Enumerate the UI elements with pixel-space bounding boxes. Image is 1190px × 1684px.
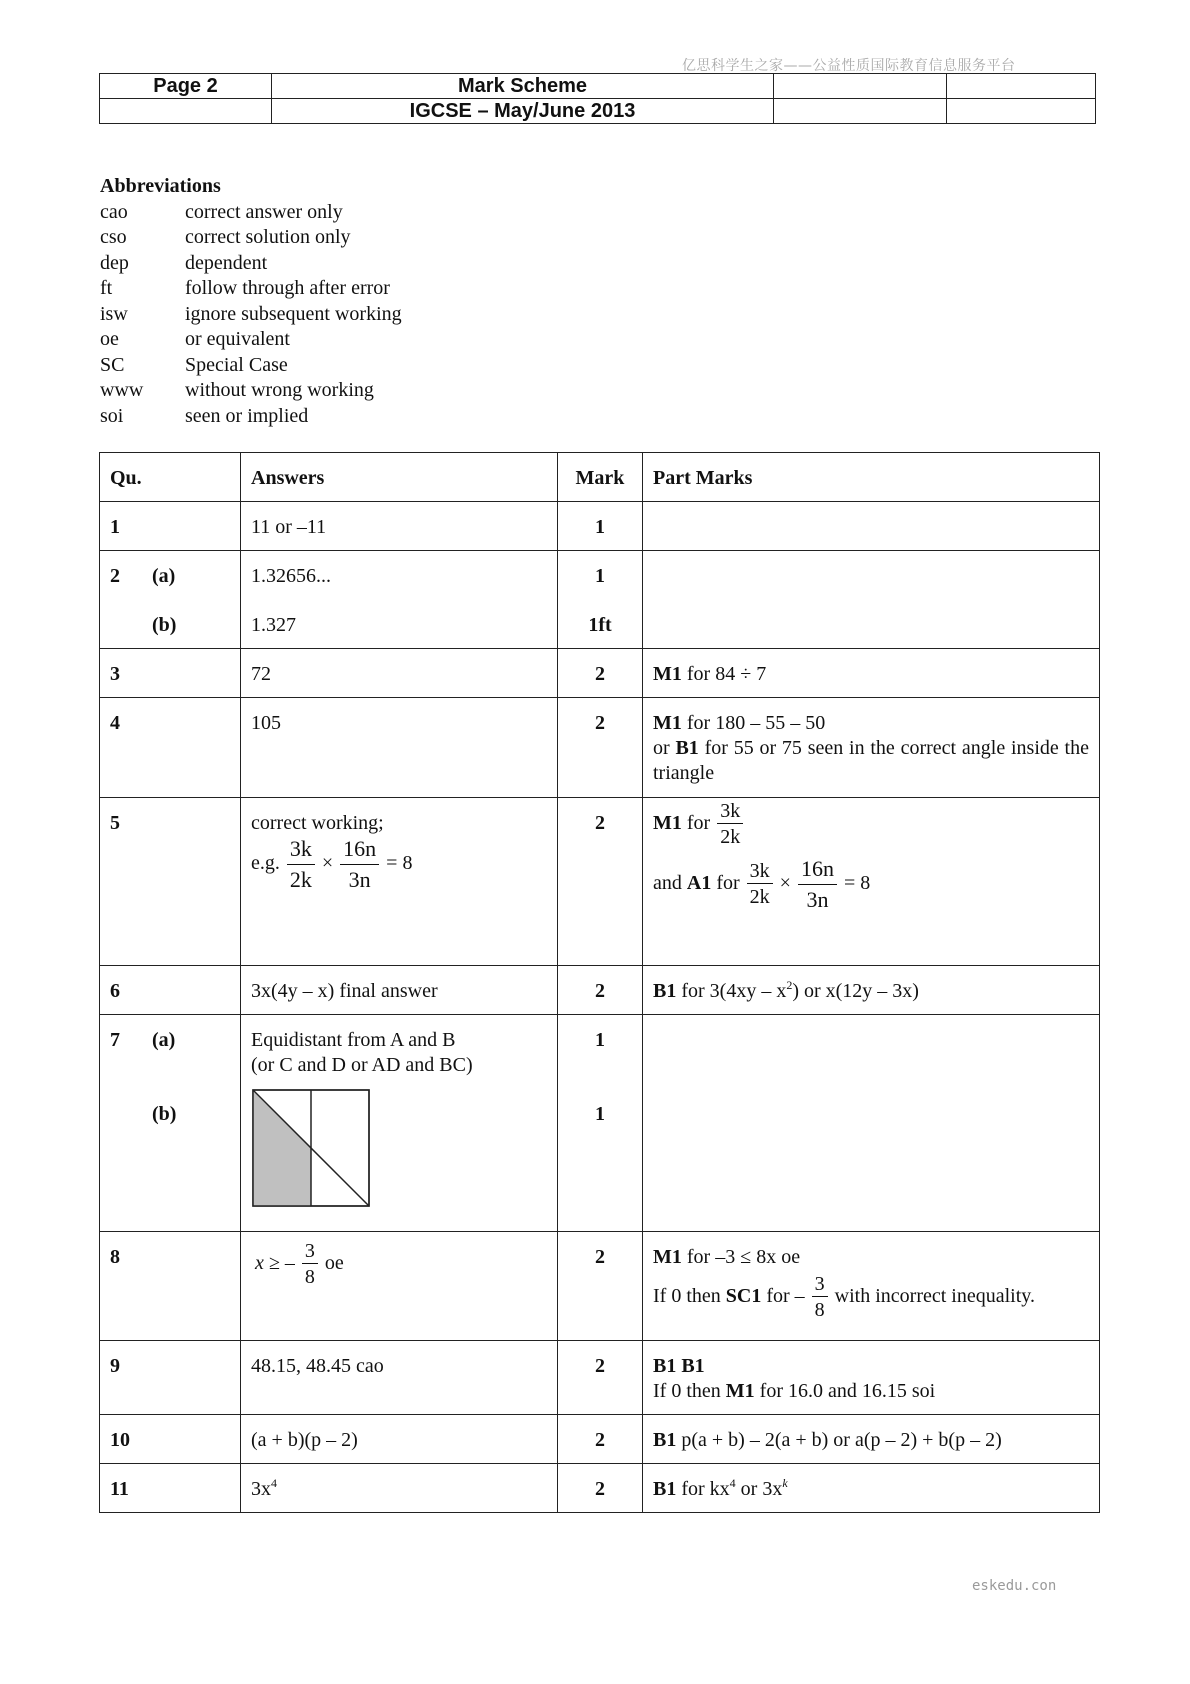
- question-number: [100, 1415, 241, 1464]
- abbr-value: correct answer only: [185, 200, 343, 223]
- question-number-label: 5: [110, 812, 120, 834]
- question-number: [100, 649, 241, 698]
- times-symbol: ×: [321, 852, 334, 875]
- mark-value: 1: [595, 1029, 605, 1051]
- equals-value: = 8: [386, 852, 413, 875]
- table-row-q7: [100, 1015, 1100, 1232]
- mark-code: B1 B1: [653, 1355, 705, 1377]
- fraction-3k-over-2k: [287, 834, 315, 895]
- part-marks-text: for 16.0 and 16.15 soi: [754, 1380, 936, 1402]
- abbreviation-row: [100, 378, 402, 404]
- mark-code: M1: [653, 663, 682, 685]
- question-number: [100, 798, 241, 966]
- mark-cell: 2: [558, 1232, 643, 1341]
- question-part-label: (a): [152, 565, 176, 587]
- part-marks-text: If 0 then: [653, 1285, 726, 1308]
- question-number: [100, 1341, 241, 1415]
- mark-cell: [558, 1015, 643, 1232]
- abbr-value: seen or implied: [185, 404, 309, 427]
- fraction-denominator: 8: [814, 1299, 825, 1321]
- fraction-numerator: 3k: [747, 859, 773, 884]
- part-marks-cell: [643, 1415, 1100, 1464]
- column-header-mark: Mark: [558, 453, 643, 502]
- mark-value: 1: [595, 1103, 605, 1125]
- superscript: 4: [729, 1476, 736, 1490]
- fraction-denominator: 3n: [348, 867, 371, 892]
- mark-scheme-table: [99, 452, 1100, 1513]
- answer-text: x ≥ –: [255, 1252, 295, 1275]
- table-row-q3: [100, 649, 1100, 698]
- column-header-answers: Answers: [241, 453, 558, 502]
- question-number-label: 6: [110, 980, 120, 1002]
- part-marks-cell: [643, 698, 1100, 798]
- part-marks-cell: [643, 502, 1100, 551]
- table-row-q4: [100, 698, 1100, 798]
- mark-cell: 2: [558, 966, 643, 1015]
- abbr-key: soi: [100, 404, 124, 427]
- watermark-bottom: eskedu.con: [972, 1578, 1057, 1594]
- question-number: [100, 551, 241, 649]
- table-header-row: [100, 453, 1100, 502]
- page-number: Page 2: [100, 74, 272, 99]
- part-marks-text: for –3 ≤ 8x oe: [681, 1246, 801, 1268]
- part-marks-text: for –: [761, 1285, 805, 1308]
- abbr-value: or equivalent: [185, 328, 290, 350]
- abbr-key: isw: [100, 302, 128, 325]
- abbr-key: SC: [100, 353, 125, 376]
- table-row-q5: [100, 798, 1100, 966]
- watermark-top: 亿思科学生之家——公益性质国际教育信息服务平台: [682, 58, 1016, 74]
- part-marks-text: for 180 – 55 – 50: [681, 712, 826, 734]
- header-blank-cell: [947, 74, 1096, 99]
- mark-cell: 2: [558, 1341, 643, 1415]
- abbr-value: dependent: [185, 251, 268, 274]
- header-blank-cell: [100, 99, 272, 124]
- question-number: [100, 698, 241, 798]
- answer-cell: 105: [241, 698, 558, 798]
- table-row-q8: [100, 1232, 1100, 1341]
- mark-code: M1: [653, 1246, 682, 1268]
- fraction-3-over-8: [812, 1272, 828, 1323]
- header-blank-cell: [774, 99, 947, 124]
- answer-cell: [241, 1232, 558, 1341]
- fraction-3k-over-2k: [717, 799, 743, 850]
- mark-code: B1: [653, 980, 677, 1002]
- part-marks-text: for: [681, 812, 711, 835]
- question-part-label: (a): [152, 1029, 176, 1051]
- table-row-q2: [100, 551, 1100, 649]
- mark-code: B1: [675, 737, 699, 759]
- abbr-key: cso: [100, 226, 127, 248]
- fraction-denominator: 2k: [720, 826, 741, 848]
- question-number: [100, 1464, 241, 1513]
- equals-value: = 8: [843, 872, 871, 895]
- question-number: [100, 1015, 241, 1232]
- mark-code: A1: [686, 872, 712, 895]
- shaded-square-diagram: [252, 1089, 370, 1207]
- fraction-16n-over-3n: [340, 834, 379, 895]
- times-symbol: ×: [779, 872, 791, 895]
- mark-value: 1ft: [588, 614, 612, 636]
- abbreviation-row: [100, 327, 402, 353]
- mark-cell: 2: [558, 1415, 643, 1464]
- superscript: k: [782, 1476, 788, 1490]
- part-marks-text: for: [711, 872, 740, 895]
- abbr-value: ignore subsequent working: [185, 302, 402, 325]
- table-row-q9: [100, 1341, 1100, 1415]
- question-number-label: 8: [110, 1246, 120, 1268]
- part-marks-text: and: [653, 872, 687, 895]
- fraction-numerator: 16n: [798, 854, 837, 885]
- fraction-numerator: 3k: [717, 799, 743, 824]
- abbreviations-title: Abbreviations: [100, 175, 221, 197]
- question-number-label: 9: [110, 1355, 120, 1377]
- part-marks-cell: [643, 1232, 1100, 1341]
- exam-subtitle: IGCSE – May/June 2013: [272, 99, 774, 124]
- part-marks-text: for 55 or 75 seen in the correct angle inside the triangle: [653, 737, 1089, 784]
- mark-cell: 2: [558, 649, 643, 698]
- answer-cell: [241, 798, 558, 966]
- mark-cell: 2: [558, 698, 643, 798]
- part-marks-cell: [643, 649, 1100, 698]
- answer-text: correct working;: [251, 812, 384, 834]
- question-number-label: 2: [110, 565, 120, 587]
- mark-code: B1: [653, 1429, 677, 1451]
- question-number-label: 4: [110, 712, 120, 734]
- fraction-denominator: 2k: [289, 867, 312, 892]
- answer-text: e.g.: [251, 852, 280, 875]
- abbr-key: dep: [100, 251, 129, 274]
- question-part-label: (b): [152, 1103, 177, 1125]
- fraction-16n-over-3n: [798, 854, 837, 915]
- abbreviations-list: [100, 174, 402, 429]
- fraction-3k-over-2k: [747, 859, 773, 910]
- part-marks-cell: [643, 1464, 1100, 1513]
- part-marks-text: If 0 then: [653, 1380, 726, 1402]
- abbreviation-row: [100, 302, 402, 328]
- page-title: Mark Scheme: [272, 74, 774, 99]
- mark-code: SC1: [725, 1285, 762, 1308]
- question-part-label: (b): [152, 614, 177, 636]
- part-marks-cell: [643, 551, 1100, 649]
- fraction-numerator: 16n: [340, 834, 379, 865]
- answer-text: Equidistant from A and B: [251, 1029, 456, 1051]
- part-marks-text: for 3(4xy – x: [676, 980, 787, 1002]
- answer-text: 1.327: [251, 614, 296, 636]
- mark-cell: [558, 551, 643, 649]
- mark-cell: 2: [558, 1464, 643, 1513]
- header-table: [99, 73, 1096, 124]
- superscript: 2: [786, 978, 793, 992]
- abbr-key: cao: [100, 200, 128, 223]
- abbr-value: follow through after error: [185, 277, 390, 299]
- answer-cell: 3x(4y – x) final answer: [241, 966, 558, 1015]
- column-header-part-marks: Part Marks: [643, 453, 1100, 502]
- fraction-numerator: 3: [302, 1239, 318, 1264]
- part-marks-text: for 84 ÷ 7: [681, 663, 767, 685]
- abbr-value: without wrong working: [185, 379, 374, 401]
- question-number-label: 11: [110, 1478, 129, 1500]
- part-marks-cell: [643, 798, 1100, 966]
- mark-cell: 2: [558, 798, 643, 966]
- fraction-denominator: 2k: [749, 886, 770, 908]
- question-number-label: 7: [110, 1029, 120, 1051]
- mark-cell: 1: [558, 502, 643, 551]
- abbr-value: Special Case: [185, 353, 288, 376]
- table-row-q11: [100, 1464, 1100, 1513]
- mark-value: 1: [595, 565, 605, 587]
- answer-cell: [241, 1464, 558, 1513]
- fraction-denominator: 3n: [806, 887, 829, 912]
- table-row-q10: [100, 1415, 1100, 1464]
- part-marks-text: ) or x(12y – 3x): [792, 980, 919, 1002]
- answer-cell: [241, 1015, 558, 1232]
- part-marks-text: or: [653, 737, 676, 759]
- answer-cell: [241, 551, 558, 649]
- abbreviation-row: [100, 251, 402, 277]
- abbreviation-row: [100, 200, 402, 226]
- question-number: [100, 966, 241, 1015]
- superscript: 4: [271, 1476, 277, 1490]
- table-row-q1: [100, 502, 1100, 551]
- part-marks-cell: [643, 1341, 1100, 1415]
- answer-cell: 11 or –11: [241, 502, 558, 551]
- part-marks-cell: [643, 966, 1100, 1015]
- answer-cell: 48.15, 48.45 cao: [241, 1341, 558, 1415]
- part-marks-text: for kx: [676, 1478, 730, 1500]
- fraction-3-over-8: [302, 1239, 318, 1290]
- abbr-key: www: [100, 379, 144, 401]
- abbreviation-row: [100, 353, 402, 379]
- question-number-label: 1: [110, 516, 120, 538]
- question-number-label: 3: [110, 663, 120, 685]
- question-number-label: 10: [110, 1429, 130, 1451]
- abbr-value: correct solution only: [185, 226, 351, 248]
- fraction-denominator: 8: [304, 1266, 315, 1288]
- fraction-numerator: 3: [812, 1272, 828, 1297]
- question-number: [100, 1232, 241, 1341]
- column-header-qu: Qu.: [100, 453, 241, 502]
- answer-cell: 72: [241, 649, 558, 698]
- answer-text: oe: [324, 1252, 344, 1275]
- table-row-q6: [100, 966, 1100, 1015]
- abbreviation-row: [100, 276, 402, 302]
- answer-text: 3x: [251, 1478, 271, 1500]
- question-number: [100, 502, 241, 551]
- answer-text: (or C and D or AD and BC): [251, 1054, 473, 1076]
- mark-code: M1: [653, 812, 682, 835]
- abbreviation-row: [100, 225, 402, 251]
- mark-code: M1: [653, 712, 682, 734]
- fraction-numerator: 3k: [287, 834, 315, 865]
- answer-cell: (a + b)(p – 2): [241, 1415, 558, 1464]
- mark-code: M1: [725, 1380, 755, 1402]
- header-blank-cell: [774, 74, 947, 99]
- abbreviation-row: [100, 404, 402, 430]
- mark-code: B1: [653, 1478, 677, 1500]
- abbr-key: ft: [100, 277, 113, 299]
- part-marks-text: p(a + b) – 2(a + b) or a(p – 2) + b(p – 2): [676, 1429, 1002, 1451]
- part-marks-text: with incorrect inequality.: [834, 1285, 1035, 1308]
- abbr-key: oe: [100, 328, 119, 350]
- part-marks-text: or 3x: [735, 1478, 783, 1500]
- part-marks-cell: [643, 1015, 1100, 1232]
- header-blank-cell: [947, 99, 1096, 124]
- answer-text: 1.32656...: [251, 565, 331, 587]
